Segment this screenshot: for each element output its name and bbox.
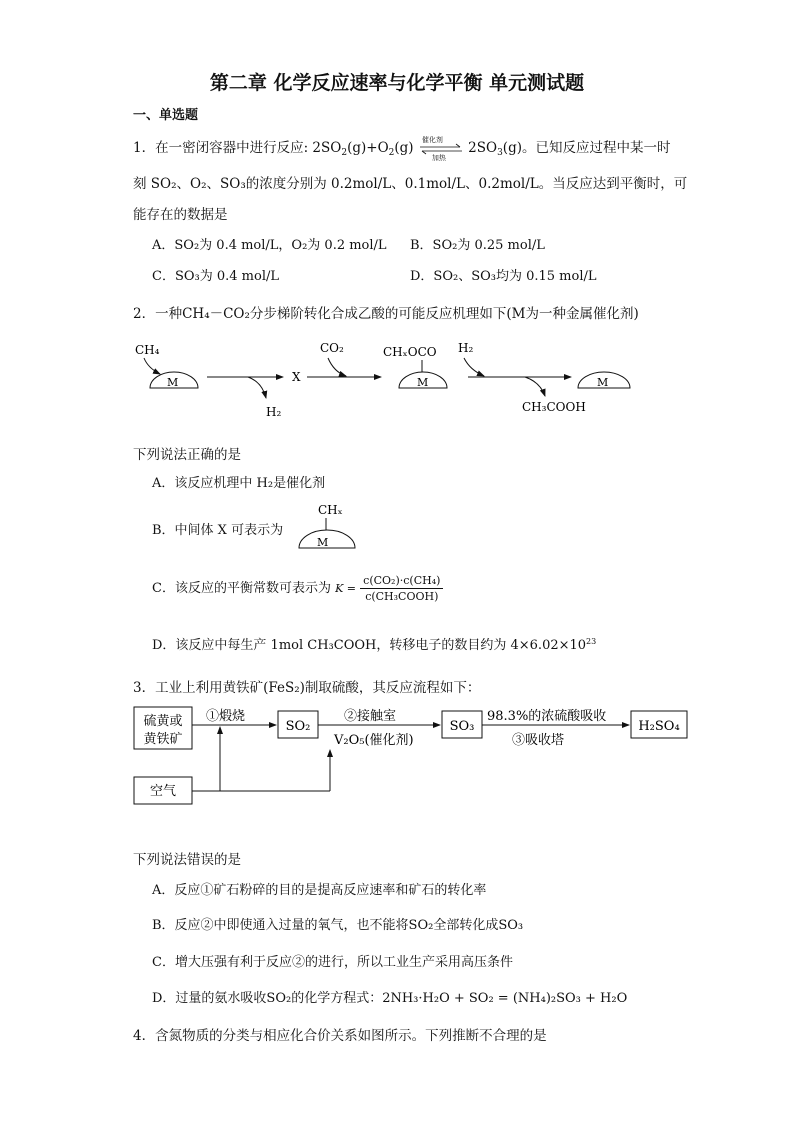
page-title: 第二章 化学反应速率与化学平衡 单元测试题 <box>209 72 585 94</box>
chx-label: CHₓ <box>318 503 343 517</box>
h2-release-arrow <box>248 377 266 398</box>
catalyst-m-label: M <box>317 536 329 549</box>
so3-label: SO₃ <box>449 719 475 734</box>
q2-option-d-text: D．该反应中每生产 1mol CH₃COOH，转移电子的数目约为 4×6.02×10 <box>152 638 587 653</box>
q2-option-a[interactable]: A．该反应机理中 H₂是催化剂 <box>152 476 326 491</box>
q3-stem: 3．工业上利用黄铁矿(FeS₂)制取硫酸，其反应流程如下： <box>133 680 481 696</box>
q3-ask: 下列说法错误的是 <box>133 852 241 868</box>
ore-label-2: 黄铁矿 <box>143 732 183 747</box>
air-label: 空气 <box>149 784 177 799</box>
arrow-top-label: 催化剂 <box>421 135 443 144</box>
k-numerator: c(CO₂)·c(CH₄) <box>360 574 443 589</box>
q1-text: 2SO <box>468 140 498 156</box>
k-symbol: K = <box>335 582 357 595</box>
q2-stem: 2．一种CH₄－CO₂分步梯阶转化合成乙酸的可能反应机理如下(M为一种金属催化剂) <box>133 306 639 322</box>
q3-option-d[interactable]: D．过量的氨水吸收SO₂的化学方程式：2NH₃·H₂O + SO₂ = (NH₄)₂SO₃ + H₂O <box>152 991 628 1006</box>
catalyst-m-label: M <box>597 376 609 389</box>
chxoco-label: CHₓOCO <box>383 345 437 359</box>
tower-label: ③吸收塔 <box>512 733 565 748</box>
k-fraction <box>360 574 443 603</box>
catalyst-label: V₂O₅(催化剂) <box>334 733 414 748</box>
so2-label: SO₂ <box>285 719 311 734</box>
q3-option-b[interactable]: B．反应②中即使通入过量的氧气，也不能将SO₂全部转化成SO₃ <box>152 918 524 933</box>
ch4-to-catalyst-arrow <box>144 358 160 374</box>
intermediate-x-structure <box>293 500 373 550</box>
x-label: X <box>292 370 301 384</box>
q1-option-b[interactable]: B．SO₂为 0.25 mol/L <box>410 238 545 253</box>
co2-label: CO₂ <box>320 341 344 355</box>
h2-in-label: H₂ <box>458 341 474 355</box>
q3-option-a[interactable]: A．反应①矿石粉碎的目的是提高反应速率和矿石的转化率 <box>152 883 487 898</box>
q2-option-c[interactable] <box>152 574 443 603</box>
catalyst-m-label: M <box>417 376 429 389</box>
catalyst-m-label: M <box>167 376 179 389</box>
step2-label: ②接触室 <box>344 709 397 724</box>
step1-label: ①煅烧 <box>206 709 246 724</box>
k-denominator: c(CH₃COOH) <box>365 590 439 603</box>
q1-text: (g)。已知反应过程中某一时 <box>502 140 671 156</box>
h2so4-label: H₂SO₄ <box>638 719 680 734</box>
q1-text: (g)+O <box>347 140 389 156</box>
arrow-bottom-label: 加热 <box>431 153 446 162</box>
q2-option-d[interactable] <box>152 634 596 653</box>
q1-stem-line1: 1．在一密闭容器中进行反应: $2SO_2(g)+O_2(g)$ 催化剂 加热 $2SO_3(g)$。已知反应过程中某一时 <box>133 135 671 162</box>
q2-option-b[interactable]: B．中间体 X 可表示为 <box>152 523 284 538</box>
section-heading: 一、单选题 <box>133 108 199 123</box>
q2-ask: 下列说法正确的是 <box>133 447 241 463</box>
reversible-arrow <box>418 135 464 162</box>
co2-add-arrow <box>328 358 346 376</box>
q1-stem-line3: 能存在的数据是 <box>133 207 228 223</box>
q1-option-a[interactable]: A．SO₂为 0.4 mol/L，O₂为 0.2 mol/L <box>152 238 387 253</box>
h2-add-arrow <box>464 358 484 376</box>
sulfuric-acid-flowchart <box>0 700 794 810</box>
q3-option-c[interactable]: C．增大压强有利于反应②的进行，所以工业生产采用高压条件 <box>152 955 513 970</box>
reaction-mechanism-scheme <box>0 336 794 426</box>
q1-option-d[interactable]: D．SO₂、SO₃均为 0.15 mol/L <box>410 269 597 284</box>
q1-text: 1．在一密闭容器中进行反应: 2SO <box>133 140 342 156</box>
q1-text: (g) <box>394 140 414 156</box>
q1-option-c[interactable]: C．SO₃为 0.4 mol/L <box>152 269 279 284</box>
q2-option-c-text: C．该反应的平衡常数可表示为 <box>152 581 331 596</box>
ch3cooh-label: CH₃COOH <box>522 400 586 414</box>
q4-stem: 4．含氮物质的分类与相应化合价关系如图所示。下列推断不合理的是 <box>133 1028 547 1044</box>
product-release-arrow <box>525 377 545 396</box>
q1-stem-line2: 刻 SO₂、O₂、SO₃的浓度分别为 0.2mol/L、0.1mol/L、0.2mol/L。当反应达到平衡时，可 <box>133 176 688 192</box>
ore-label-1: 硫黄或 <box>143 714 183 729</box>
exponent: 23 <box>586 637 597 646</box>
h2-out-label: H₂ <box>266 405 282 419</box>
absorb-label: 98.3%的浓硫酸吸收 <box>487 709 607 724</box>
ch4-label: CH₄ <box>135 343 160 357</box>
